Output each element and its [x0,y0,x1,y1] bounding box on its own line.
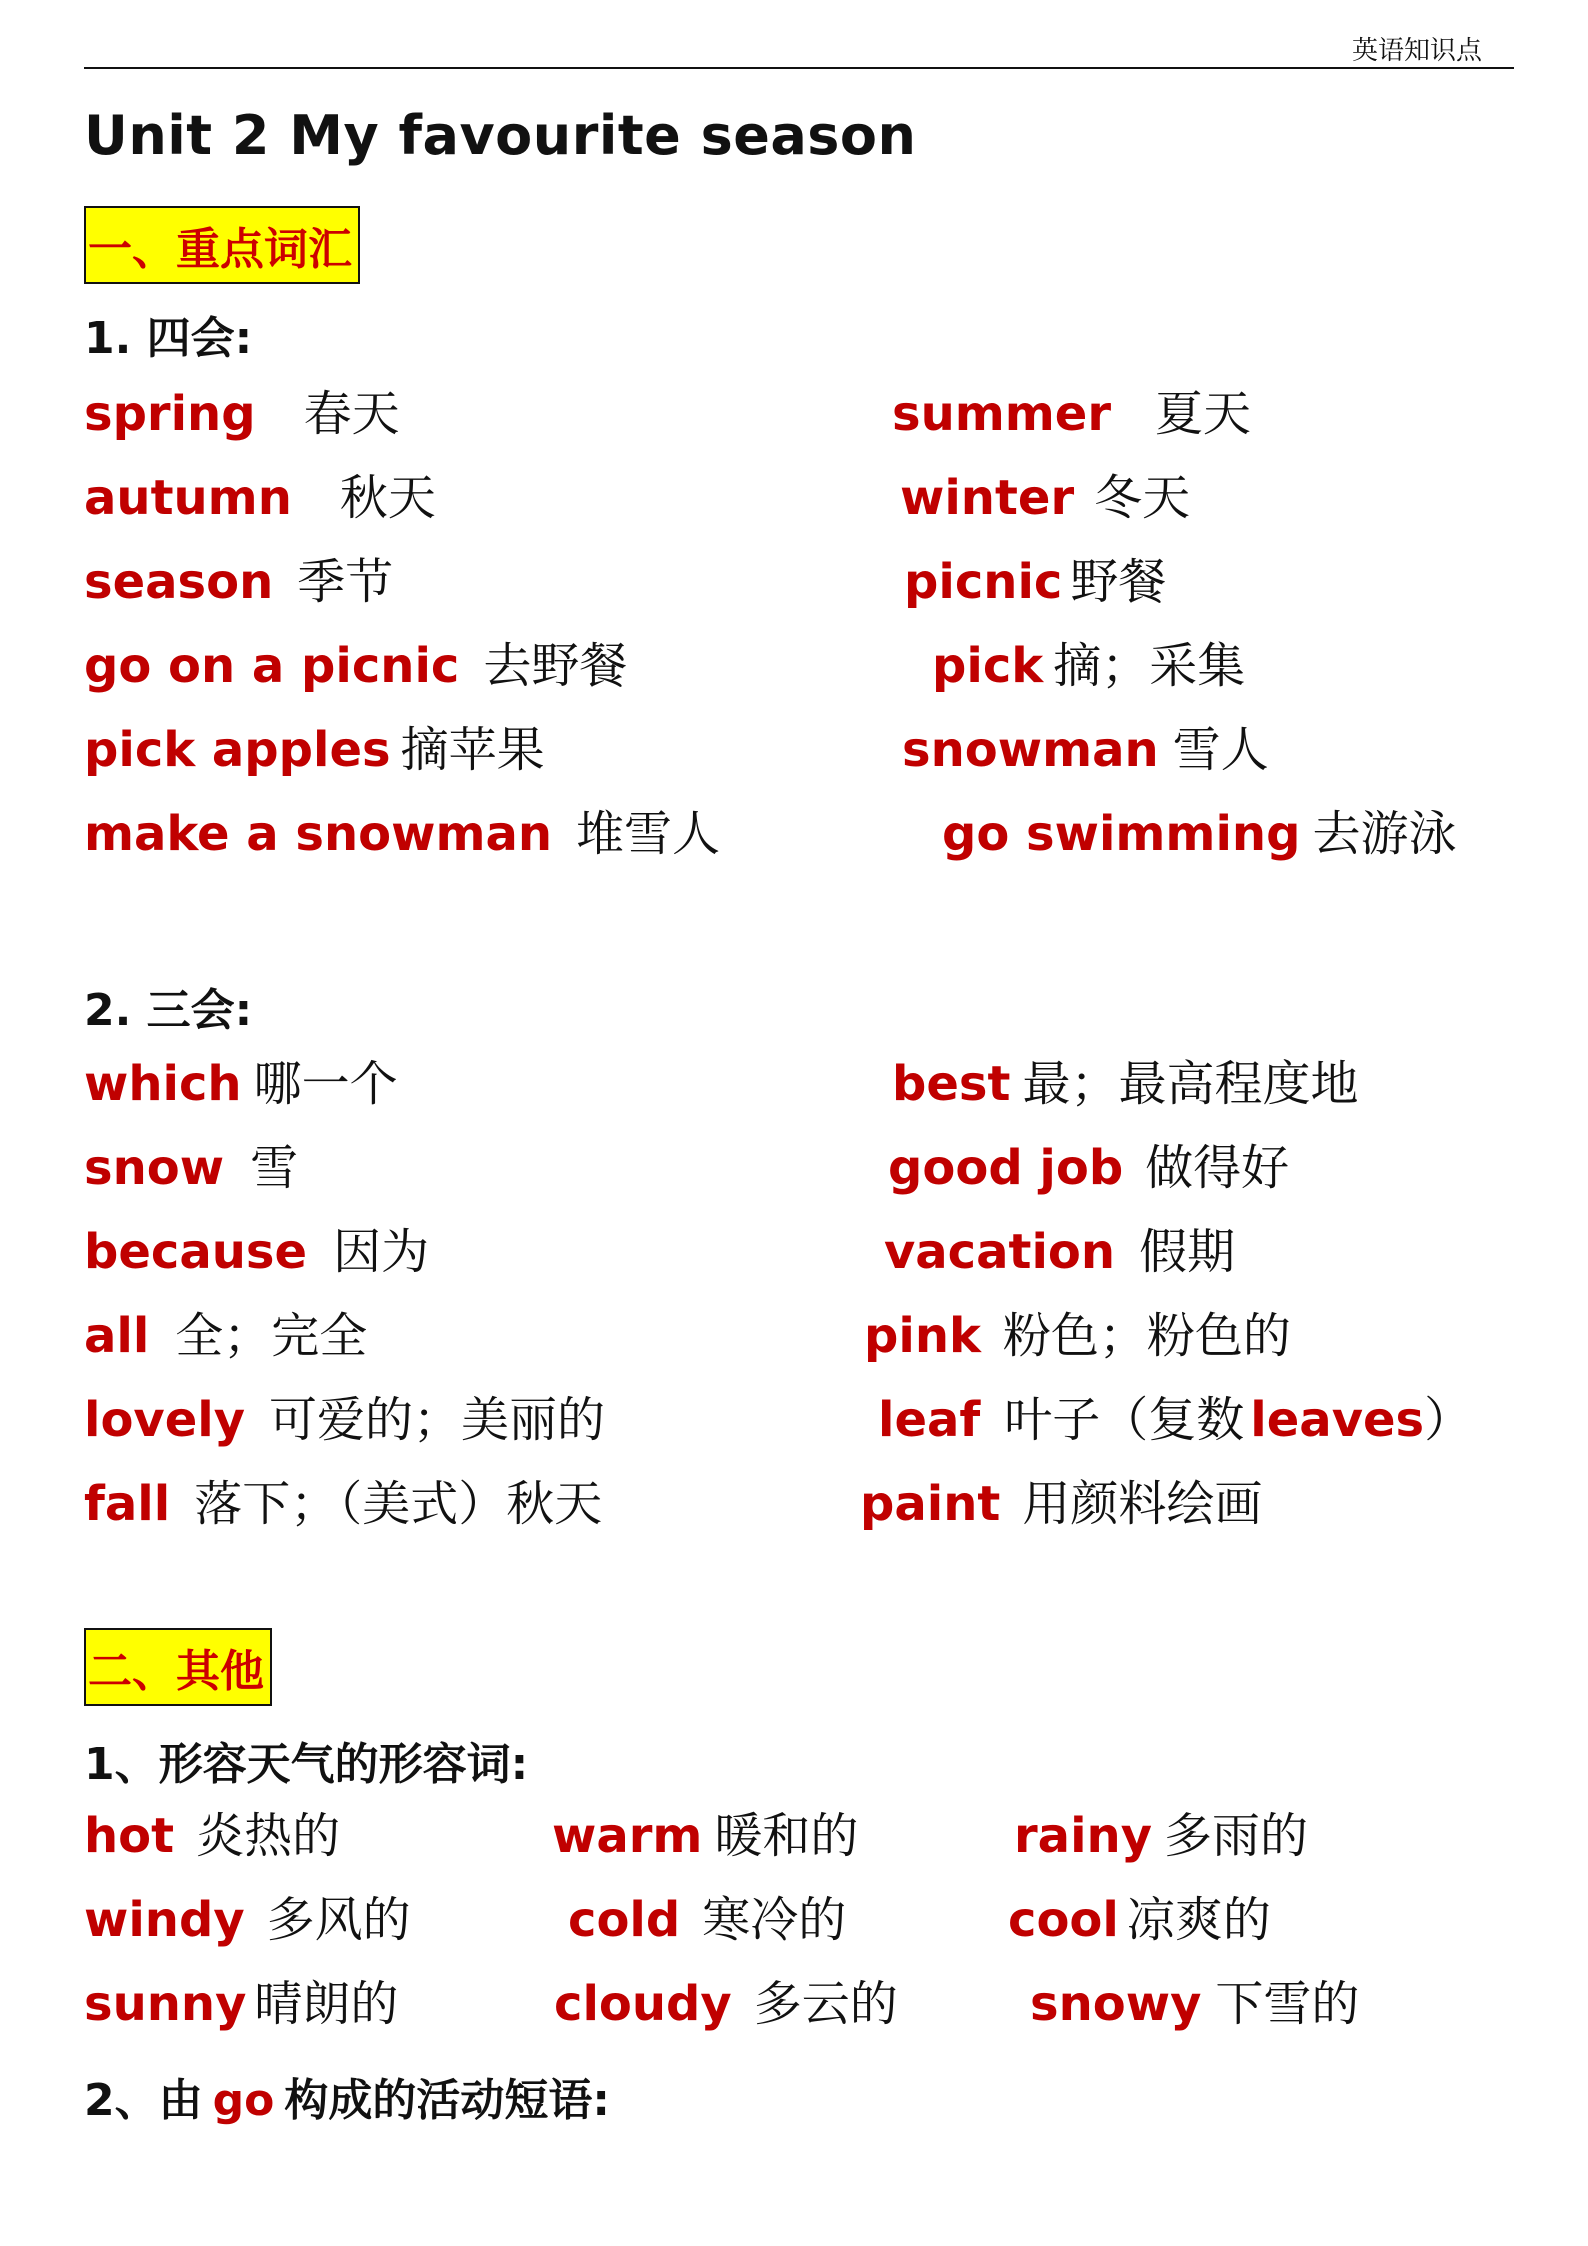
vocab-meaning: 摘苹果 [400,722,545,778]
vocab-entry [84,1140,299,1196]
vocab-word: winter [900,470,1075,526]
vocab-entry [84,1224,430,1280]
vocab-entry [84,386,400,442]
vocab-meaning: 野餐 [1070,554,1167,610]
vocab-entry [84,554,394,610]
vocab-meaning: 可爱的；美丽的 [269,1392,606,1448]
vocab-word: go on a picnic [84,638,460,694]
vocab-meaning: 摘；采集 [1053,638,1246,694]
vocab-word: go swimming [942,806,1301,862]
vocab-word: spring [84,386,256,442]
weather-entry [84,1892,411,1948]
weather-word: rainy [1014,1808,1152,1864]
weather-word: snowy [1030,1976,1202,2032]
weather-meaning: 晴朗的 [254,1976,399,2032]
subheading-three-skills: 2. 三会: [84,985,253,1036]
vocab-word: picnic [904,554,1063,610]
weather-entry [554,1976,898,2032]
vocab-word: season [84,554,274,610]
subheading-go-keyword: go [212,2075,275,2126]
weather-meaning: 多雨的 [1163,1808,1308,1864]
vocab-entry [902,722,1269,778]
vocab-entry [888,1140,1290,1196]
vocab-meaning: 用颜料绘画 [1022,1476,1263,1532]
vocab-word: paint [860,1476,1001,1532]
vocab-meaning: 落下；（美式）秋天 [194,1476,603,1532]
vocab-entry [892,1056,1359,1112]
vocab-entry [892,386,1252,442]
vocab-meaning: 雪人 [1172,722,1269,778]
weather-entry [1030,1976,1360,2032]
weather-entry [84,1808,341,1864]
vocab-word: snow [84,1140,225,1196]
vocab-meaning: 粉色；粉色的 [1002,1308,1291,1364]
section-heading-text: 一、重点词汇 [88,224,352,275]
weather-word: cool [1008,1892,1119,1948]
vocab-meaning: 去野餐 [483,638,628,694]
vocab-entry [84,806,721,862]
vocab-meaning: 做得好 [1145,1140,1290,1196]
subheading-go-phrases-prefix: 2、由 [84,2075,203,2126]
vocab-meaning: 哪一个 [253,1056,398,1112]
weather-meaning: 寒冷的 [702,1892,847,1948]
vocab-word: because [84,1224,308,1280]
weather-entry [552,1808,859,1864]
vocab-meaning: 冬天 [1094,470,1191,526]
weather-word: warm [552,1808,703,1864]
subheading-go-phrases-suffix: 构成的活动短语: [284,2075,610,2126]
vocab-word: vacation [884,1224,1116,1280]
vocab-entry [84,1056,398,1112]
vocab-word: pink [864,1308,981,1364]
weather-meaning: 下雪的 [1215,1976,1360,2032]
vocab-meaning: 最；最高程度地 [1022,1056,1359,1112]
vocab-meaning: 因为 [333,1224,430,1280]
vocab-meaning: 叶子（复数 [1004,1392,1245,1448]
vocab-entry [84,1392,606,1448]
section-heading-text: 二、其他 [88,1646,264,1697]
vocab-entry [860,1476,1263,1532]
weather-meaning: 炎热的 [196,1808,341,1864]
vocab-meaning: 去游泳 [1312,806,1457,862]
vocab-word: summer [892,386,1111,442]
weather-word: cold [568,1892,681,1948]
vocab-plural-word: leaves [1250,1392,1425,1448]
vocab-word: which [84,1056,242,1112]
vocab-meaning-close: ） [1424,1392,1473,1448]
vocab-entry [884,1224,1236,1280]
vocab-meaning: 全；完全 [175,1308,368,1364]
weather-entry [84,1976,399,2032]
vocab-meaning: 秋天 [339,470,436,526]
weather-word: sunny [84,1976,247,2032]
weather-meaning: 凉爽的 [1126,1892,1271,1948]
vocab-meaning: 假期 [1139,1224,1236,1280]
vocab-entry [932,638,1246,694]
vocab-word: lovely [84,1392,246,1448]
header-label: 英语知识点 [1351,36,1482,66]
weather-entry [1014,1808,1308,1864]
vocab-word: best [892,1056,1011,1112]
vocab-entry [84,470,436,526]
section-heading-key-vocabulary [84,206,360,284]
vocab-word: all [84,1308,150,1364]
vocab-entry [864,1308,1291,1364]
vocab-entry [942,806,1457,862]
weather-meaning: 暖和的 [714,1808,859,1864]
vocab-word: leaf [878,1392,981,1448]
subheading-go-phrases [84,2064,610,2128]
vocab-word: fall [84,1476,171,1532]
section-heading-others [84,1628,272,1706]
vocab-word: pick apples [84,722,391,778]
weather-entry [568,1892,847,1948]
vocab-entry [900,470,1191,526]
vocab-entry [84,638,628,694]
vocab-meaning: 夏天 [1155,386,1252,442]
vocab-entry [84,1476,603,1532]
header-divider [84,67,1514,69]
vocab-meaning: 堆雪人 [576,806,721,862]
weather-meaning: 多云的 [753,1976,898,2032]
vocab-word: good job [888,1140,1124,1196]
weather-meaning: 多风的 [266,1892,411,1948]
vocab-entry [878,1392,1473,1448]
weather-entry [1008,1892,1271,1948]
subheading-weather-adjectives: 1、形容天气的形容词: [84,1739,529,1790]
vocab-entry [84,722,545,778]
vocab-meaning: 春天 [303,386,400,442]
weather-word: windy [84,1892,245,1948]
vocab-word: make a snowman [84,806,553,862]
weather-word: cloudy [554,1976,732,2032]
vocab-entry [904,554,1167,610]
vocab-word: pick [932,638,1044,694]
vocab-meaning: 季节 [297,554,394,610]
weather-word: hot [84,1808,175,1864]
vocab-entry [84,1308,368,1364]
vocab-meaning: 雪 [250,1140,299,1196]
page-title: Unit 2 My favourite season [84,104,917,167]
vocab-word: snowman [902,722,1159,778]
subheading-four-skills: 1. 四会: [84,313,253,364]
vocab-word: autumn [84,470,292,526]
